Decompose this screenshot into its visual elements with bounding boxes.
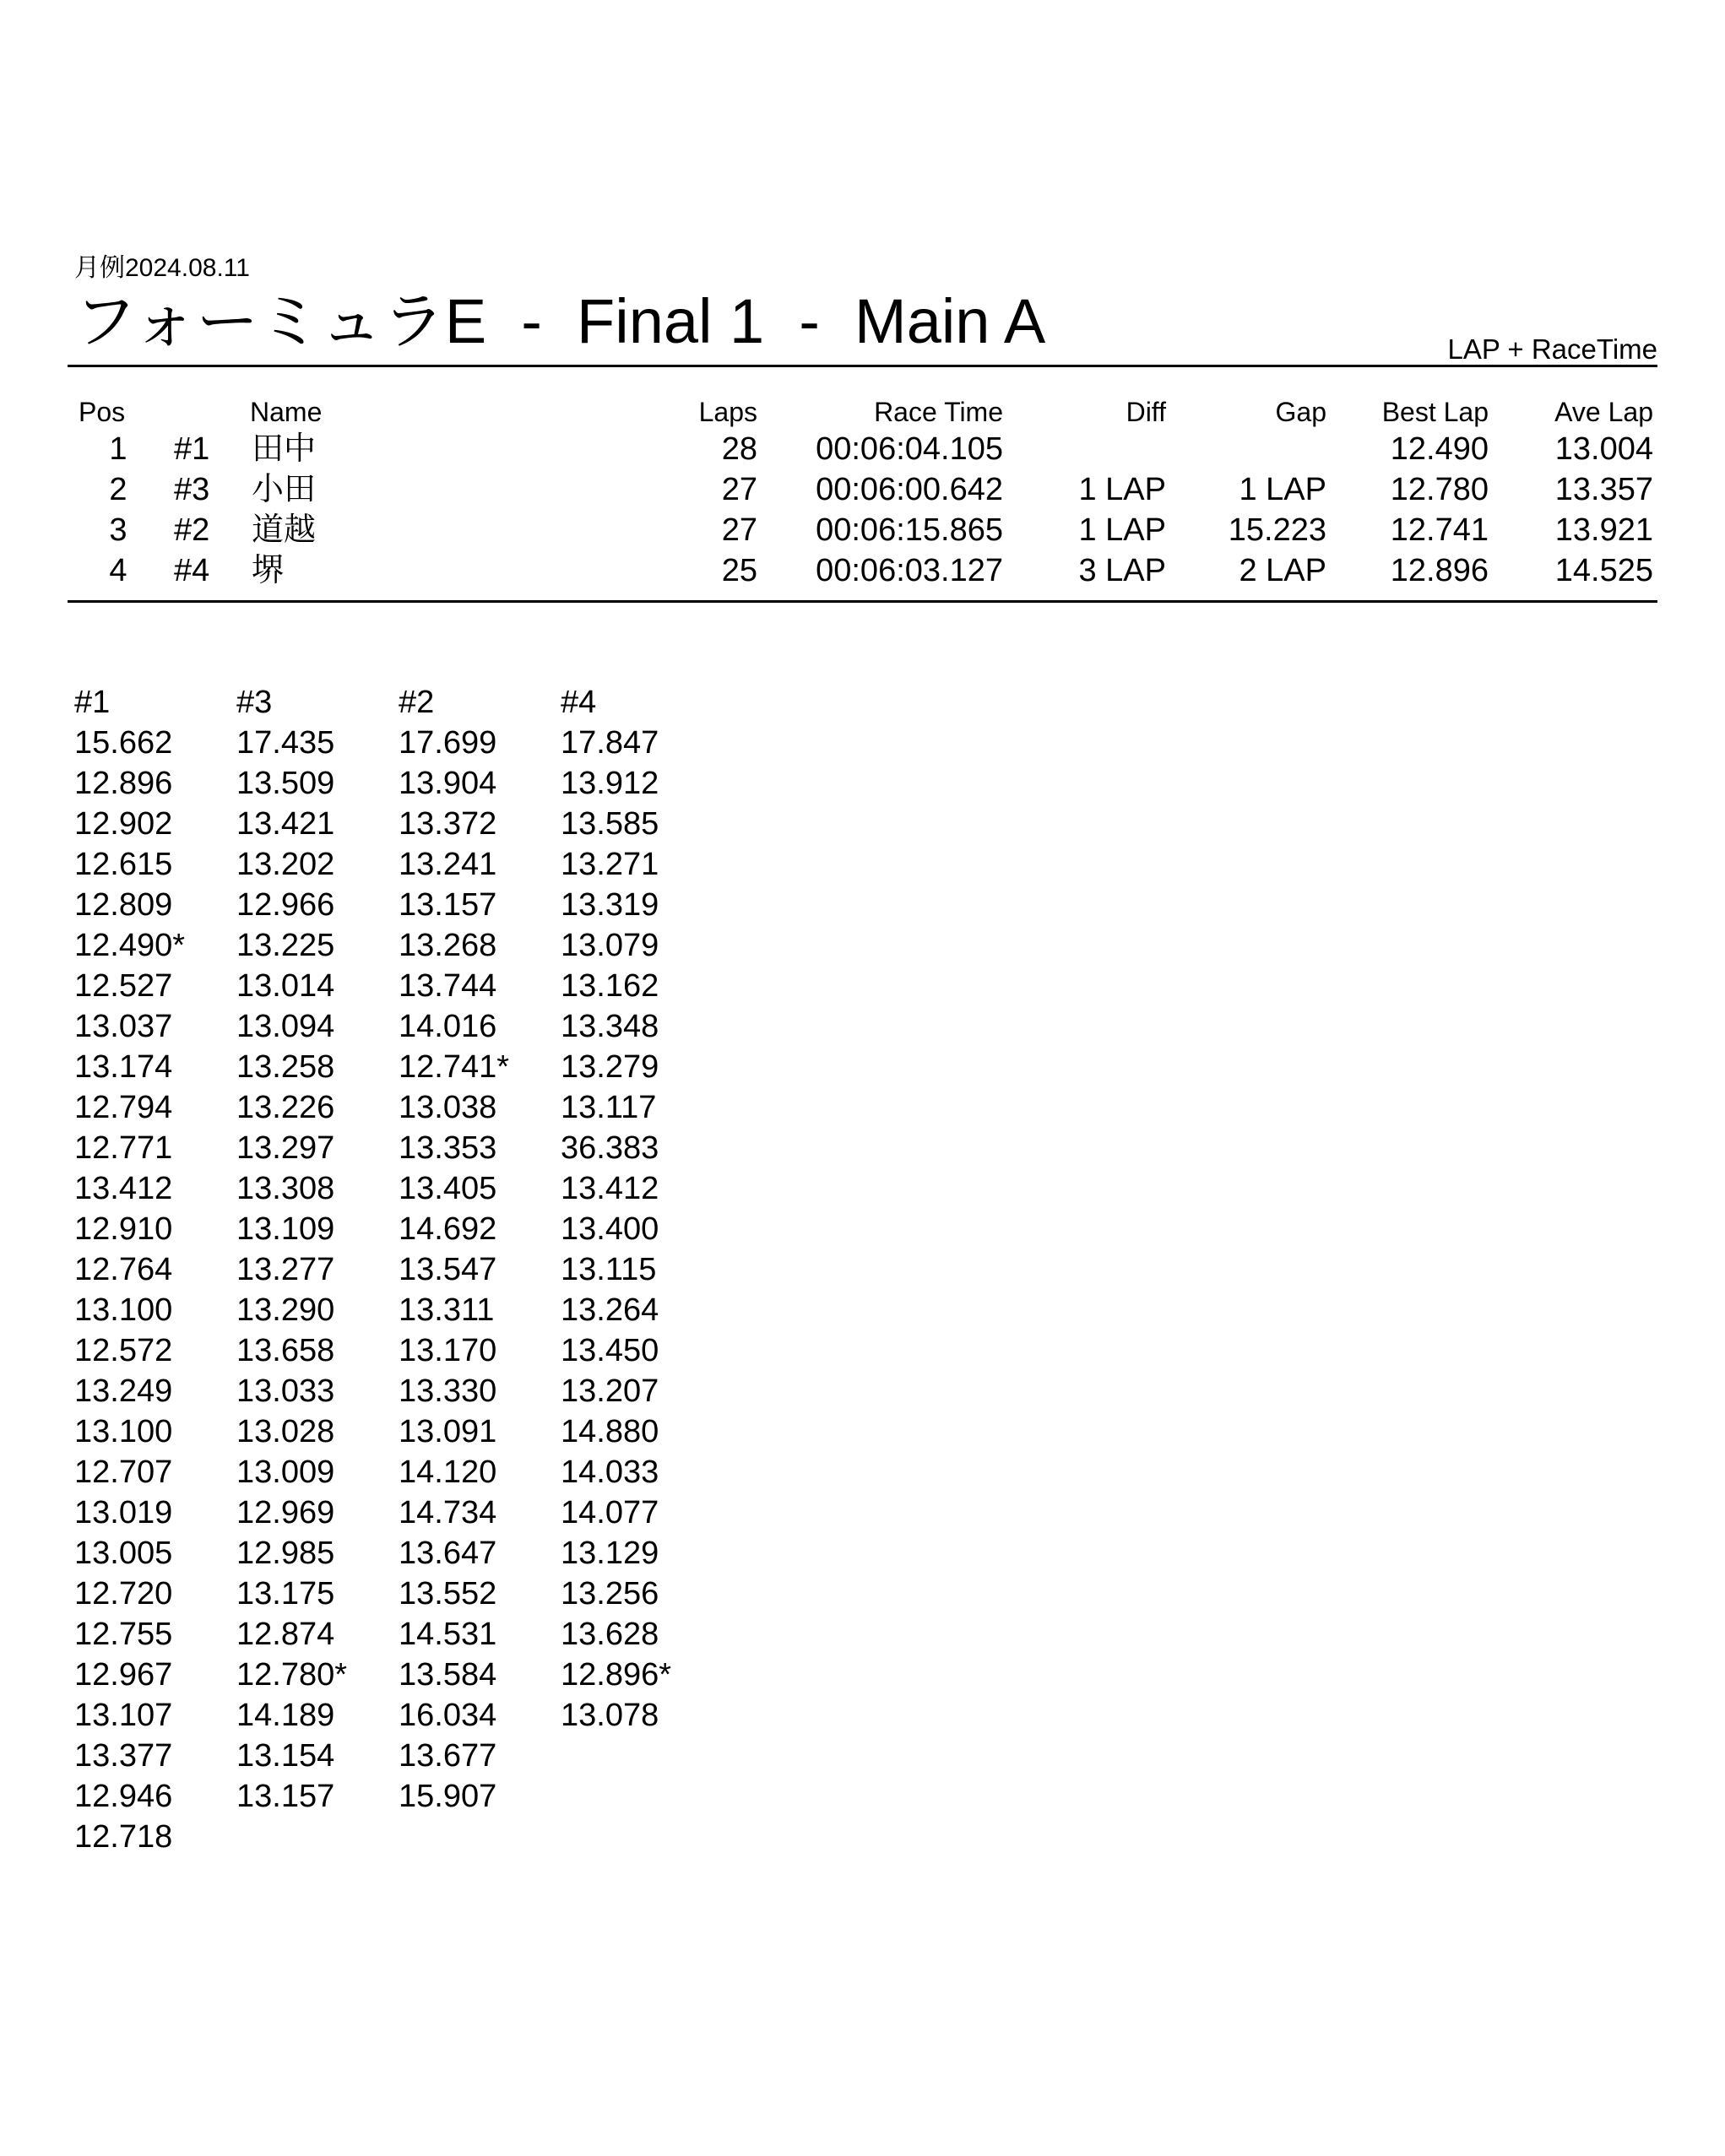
lap-time-cell: 13.241 (399, 847, 497, 882)
car-number-cell: #1 (174, 431, 210, 467)
results-header-row (0, 395, 1725, 429)
driver-name-cell: 小田 (252, 472, 317, 507)
ave-lap-cell: 14.525 (1554, 553, 1653, 588)
lap-time-cell: 13.162 (561, 968, 659, 1004)
lap-time-cell: 13.014 (236, 968, 335, 1004)
header-divider (68, 365, 1657, 367)
lap-time-cell: 13.038 (399, 1090, 497, 1125)
lap-time-cell: 12.896* (561, 1657, 672, 1693)
lap-time-cell: 13.297 (236, 1130, 335, 1166)
lap-time-cell: 12.771 (74, 1130, 173, 1166)
lap-time-cell: 13.037 (74, 1009, 173, 1044)
lap-column-car-4 (561, 682, 721, 1736)
lap-time-cell: 13.277 (236, 1252, 335, 1287)
lap-time-cell: 14.189 (236, 1698, 335, 1733)
lap-time-cell: 12.780* (236, 1657, 348, 1693)
lap-time-cell: 14.016 (399, 1009, 497, 1044)
race-time-cell: 00:06:15.865 (816, 512, 1003, 548)
lap-time-cell: 13.904 (399, 766, 497, 801)
lap-column-header: #3 (236, 685, 273, 720)
lap-time-cell: 13.271 (561, 847, 659, 882)
lap-time-cell: 13.207 (561, 1373, 659, 1409)
diff-cell: 1 LAP (1078, 512, 1166, 548)
lap-time-cell: 13.677 (399, 1738, 497, 1774)
page-title: フォーミュラE - Final 1 - Main A (74, 286, 1046, 356)
lap-time-cell: 13.585 (561, 806, 659, 842)
lap-time-cell: 15.907 (399, 1779, 497, 1814)
lap-times-table (0, 682, 1725, 1864)
lap-time-cell: 13.744 (399, 968, 497, 1004)
lap-time-cell: 13.279 (561, 1049, 659, 1085)
lap-time-cell: 13.100 (74, 1414, 173, 1449)
lap-time-cell: 13.028 (236, 1414, 335, 1449)
header-best-lap: Best Lap (1381, 397, 1489, 427)
race-time-cell: 00:06:03.127 (816, 553, 1003, 588)
lap-time-cell: 12.741* (399, 1049, 510, 1085)
driver-name-cell: 田中 (252, 431, 317, 467)
ave-lap-cell: 13.921 (1554, 512, 1653, 548)
header-gap: Gap (1275, 397, 1326, 427)
lap-time-cell: 12.707 (74, 1454, 173, 1490)
lap-time-cell: 13.377 (74, 1738, 173, 1774)
lap-time-cell: 13.372 (399, 806, 497, 842)
lap-time-cell: 13.509 (236, 766, 335, 801)
laps-cell: 25 (721, 553, 757, 588)
lap-time-cell: 12.755 (74, 1617, 173, 1652)
lap-time-cell: 13.019 (74, 1495, 173, 1530)
gap-cell: 2 LAP (1239, 553, 1326, 588)
lap-time-cell: 13.256 (561, 1576, 659, 1612)
lap-time-cell: 12.985 (236, 1536, 335, 1571)
lap-column-car-2 (399, 682, 559, 1817)
laps-cell: 27 (721, 472, 757, 507)
ave-lap-cell: 13.004 (1554, 431, 1653, 467)
lap-time-cell: 13.225 (236, 928, 335, 963)
lap-time-cell: 13.009 (236, 1454, 335, 1490)
results-divider (68, 600, 1657, 603)
event-date: 月例2024.08.11 (74, 254, 250, 282)
lap-time-cell: 13.311 (399, 1292, 495, 1328)
lap-time-cell: 13.109 (236, 1211, 335, 1247)
lap-time-cell: 13.226 (236, 1090, 335, 1125)
lap-time-cell: 13.400 (561, 1211, 659, 1247)
laps-cell: 28 (721, 431, 757, 467)
laps-cell: 27 (721, 512, 757, 548)
lap-time-cell: 13.421 (236, 806, 335, 842)
lap-time-cell: 14.120 (399, 1454, 497, 1490)
lap-time-cell: 17.435 (236, 725, 335, 761)
pos-cell: 3 (109, 512, 127, 548)
lap-time-cell: 12.946 (74, 1779, 173, 1814)
lap-time-cell: 13.005 (74, 1536, 173, 1571)
header-laps: Laps (698, 397, 757, 427)
lap-time-cell: 13.170 (399, 1333, 497, 1368)
header-diff: Diff (1126, 397, 1166, 427)
lap-time-cell: 13.249 (74, 1373, 173, 1409)
lap-time-cell: 14.531 (399, 1617, 497, 1652)
header-name: Name (250, 397, 323, 427)
lap-column-header: #4 (561, 685, 597, 720)
lap-time-cell: 13.308 (236, 1171, 335, 1206)
lap-time-cell: 12.490* (74, 928, 186, 963)
best-lap-cell: 12.741 (1390, 512, 1489, 548)
lap-time-cell: 13.202 (236, 847, 335, 882)
lap-time-cell: 13.091 (399, 1414, 497, 1449)
format-label: LAP + RaceTime (1447, 333, 1657, 365)
lap-time-cell: 13.033 (236, 1373, 335, 1409)
lap-time-cell: 17.699 (399, 725, 497, 761)
gap-cell: 1 LAP (1239, 472, 1326, 507)
lap-time-cell: 13.264 (561, 1292, 659, 1328)
lap-time-cell: 16.034 (399, 1698, 497, 1733)
table-row (0, 550, 1725, 591)
car-number-cell: #2 (174, 512, 210, 548)
lap-time-cell: 13.258 (236, 1049, 335, 1085)
lap-time-cell: 13.353 (399, 1130, 497, 1166)
lap-time-cell: 12.527 (74, 968, 173, 1004)
lap-time-cell: 12.902 (74, 806, 173, 842)
lap-time-cell: 13.330 (399, 1373, 497, 1409)
lap-time-cell: 13.647 (399, 1536, 497, 1571)
race-time-cell: 00:06:04.105 (816, 431, 1003, 467)
driver-name-cell: 堺 (252, 553, 285, 588)
ave-lap-cell: 13.357 (1554, 472, 1653, 507)
lap-time-cell: 12.572 (74, 1333, 173, 1368)
lap-time-cell: 12.967 (74, 1657, 173, 1693)
table-row (0, 429, 1725, 469)
car-number-cell: #4 (174, 553, 210, 588)
lap-time-cell: 12.910 (74, 1211, 173, 1247)
header-race-time: Race Time (874, 397, 1003, 427)
lap-time-cell: 13.268 (399, 928, 497, 963)
lap-column-header: #1 (74, 685, 111, 720)
race-time-cell: 00:06:00.642 (816, 472, 1003, 507)
lap-time-cell: 13.658 (236, 1333, 335, 1368)
lap-time-cell: 36.383 (561, 1130, 659, 1166)
lap-time-cell: 13.348 (561, 1009, 659, 1044)
header-pos: Pos (79, 397, 126, 427)
pos-cell: 4 (109, 553, 127, 588)
diff-cell: 3 LAP (1078, 553, 1166, 588)
lap-time-cell: 12.794 (74, 1090, 173, 1125)
lap-time-cell: 17.847 (561, 725, 659, 761)
lap-time-cell: 13.319 (561, 887, 659, 923)
best-lap-cell: 12.490 (1390, 431, 1489, 467)
best-lap-cell: 12.896 (1390, 553, 1489, 588)
lap-time-cell: 13.157 (236, 1779, 335, 1814)
lap-time-cell: 13.412 (74, 1171, 173, 1206)
lap-time-cell: 13.094 (236, 1009, 335, 1044)
lap-time-cell: 12.764 (74, 1252, 173, 1287)
lap-time-cell: 13.078 (561, 1698, 659, 1733)
lap-time-cell: 13.107 (74, 1698, 173, 1733)
lap-column-car-1 (74, 682, 235, 1857)
lap-time-cell: 13.290 (236, 1292, 335, 1328)
lap-time-cell: 12.896 (74, 766, 173, 801)
pos-cell: 1 (109, 431, 127, 467)
lap-time-cell: 12.874 (236, 1617, 335, 1652)
header-ave-lap: Ave Lap (1554, 397, 1653, 427)
lap-time-cell: 13.129 (561, 1536, 659, 1571)
lap-time-cell: 13.405 (399, 1171, 497, 1206)
lap-time-cell: 13.115 (561, 1252, 657, 1287)
diff-cell: 1 LAP (1078, 472, 1166, 507)
lap-time-cell: 13.450 (561, 1333, 659, 1368)
car-number-cell: #3 (174, 472, 210, 507)
lap-column-header: #2 (399, 685, 435, 720)
lap-time-cell: 12.720 (74, 1576, 173, 1612)
lap-time-cell: 13.412 (561, 1171, 659, 1206)
lap-time-cell: 13.628 (561, 1617, 659, 1652)
gap-cell: 15.223 (1228, 512, 1326, 548)
lap-time-cell: 14.692 (399, 1211, 497, 1247)
lap-time-cell: 12.615 (74, 847, 173, 882)
lap-time-cell: 12.718 (74, 1819, 173, 1855)
lap-column-car-3 (236, 682, 397, 1817)
lap-time-cell: 13.547 (399, 1252, 497, 1287)
lap-time-cell: 13.174 (74, 1049, 173, 1085)
lap-time-cell: 12.809 (74, 887, 173, 923)
lap-time-cell: 13.584 (399, 1657, 497, 1693)
lap-time-cell: 12.966 (236, 887, 335, 923)
table-row (0, 510, 1725, 550)
lap-time-cell: 13.175 (236, 1576, 335, 1612)
lap-time-cell: 13.154 (236, 1738, 335, 1774)
lap-time-cell: 13.157 (399, 887, 497, 923)
lap-time-cell: 14.734 (399, 1495, 497, 1530)
best-lap-cell: 12.780 (1390, 472, 1489, 507)
lap-time-cell: 13.912 (561, 766, 659, 801)
lap-time-cell: 14.033 (561, 1454, 659, 1490)
lap-time-cell: 13.552 (399, 1576, 497, 1612)
lap-time-cell: 14.077 (561, 1495, 659, 1530)
results-table (0, 395, 1725, 591)
lap-time-cell: 14.880 (561, 1414, 659, 1449)
table-row (0, 469, 1725, 510)
lap-time-cell: 13.079 (561, 928, 659, 963)
lap-time-cell: 13.117 (561, 1090, 657, 1125)
driver-name-cell: 道越 (252, 512, 317, 548)
lap-time-cell: 13.100 (74, 1292, 173, 1328)
pos-cell: 2 (109, 472, 127, 507)
lap-time-cell: 15.662 (74, 725, 173, 761)
lap-time-cell: 12.969 (236, 1495, 335, 1530)
